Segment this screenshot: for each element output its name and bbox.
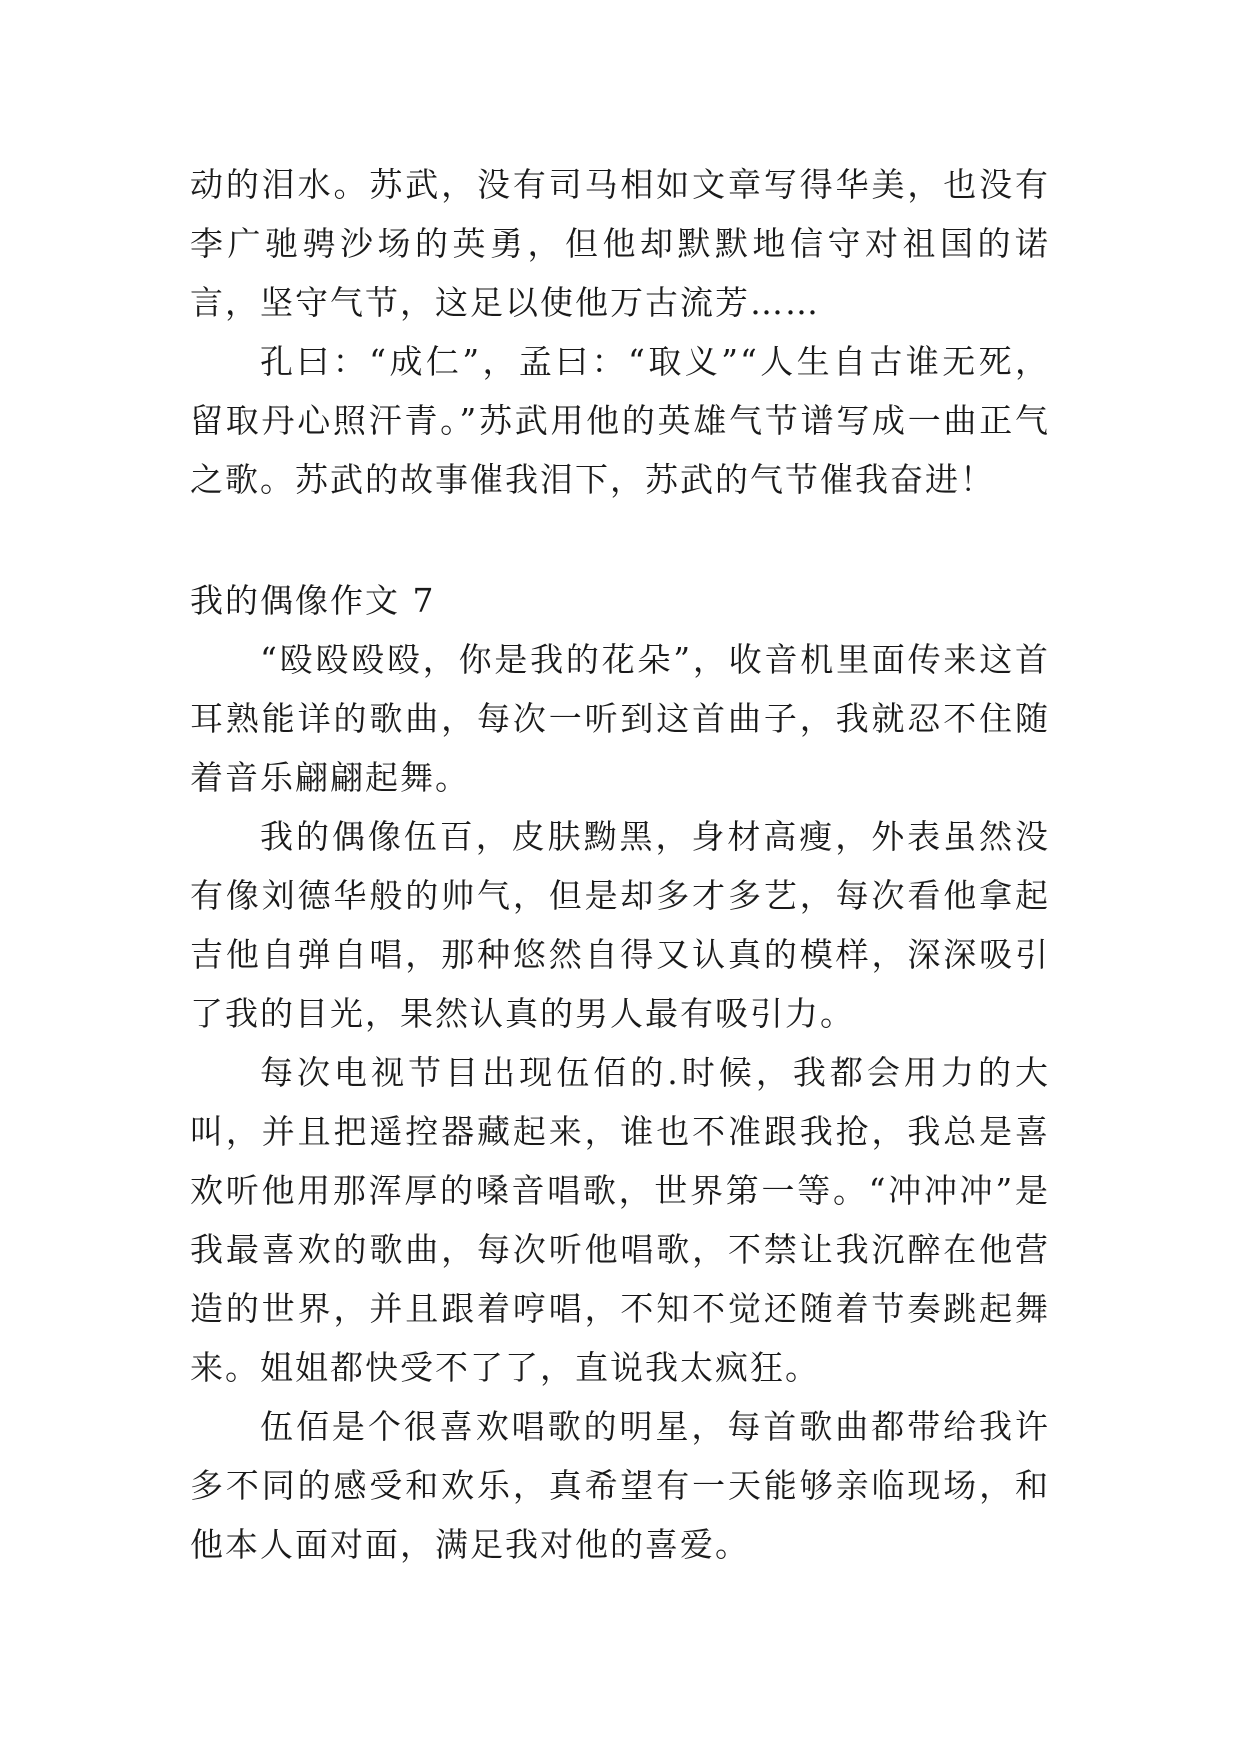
section-title: 我的偶像作文 7 bbox=[190, 581, 436, 620]
paragraph: 伍佰是个很喜欢唱歌的明星，每首歌曲都带给我许多不同的感受和欢乐，真希望有一天能够亲临现场，和他本人面对面，满足我对他的喜爱。 bbox=[190, 1407, 1050, 1564]
paragraph: 每次电视节目出现伍佰的.时候，我都会用力的大叫，并且把遥控器藏起来，谁也不准跟我抢，我总是喜欢听他用那浑厚的嗓音唱歌，世界第一等。“冲冲冲”是我最喜欢的歌曲，每次听他唱歌，不禁让我沉醉在他营造的世界，并且跟着哼唱，不知不觉还随着节奏跳起舞来。姐姐都快受不了了，直说我太疯狂。 bbox=[190, 1053, 1050, 1387]
document-body bbox=[190, 155, 1050, 1574]
paragraph-continued: 动的泪水。苏武，没有司马相如文章写得华美，也没有李广驰骋沙场的英勇，但他却默默地信守对祖国的诺言，坚守气节，这足以使他万古流芳…… bbox=[190, 165, 1050, 322]
paragraph: 我的偶像伍百，皮肤黝黑，身材高瘦，外表虽然没有像刘德华般的帅气，但是却多才多艺，每次看他拿起吉他自弹自唱，那种悠然自得又认真的模样，深深吸引了我的目光，果然认真的男人最有吸引力。 bbox=[190, 817, 1050, 1033]
paragraph-conclusion: 孔曰：“成仁”，孟曰：“取义”“人生自古谁无死，留取丹心照汗青。”苏武用他的英雄气节谱写成一曲正气之歌。苏武的故事催我泪下，苏武的气节催我奋进！ bbox=[190, 342, 1050, 499]
paragraph: “殴殴殴殴，你是我的花朵”，收音机里面传来这首耳熟能详的歌曲，每次一听到这首曲子，我就忍不住随着音乐翩翩起舞。 bbox=[190, 640, 1050, 797]
section-spacer bbox=[190, 509, 1050, 571]
